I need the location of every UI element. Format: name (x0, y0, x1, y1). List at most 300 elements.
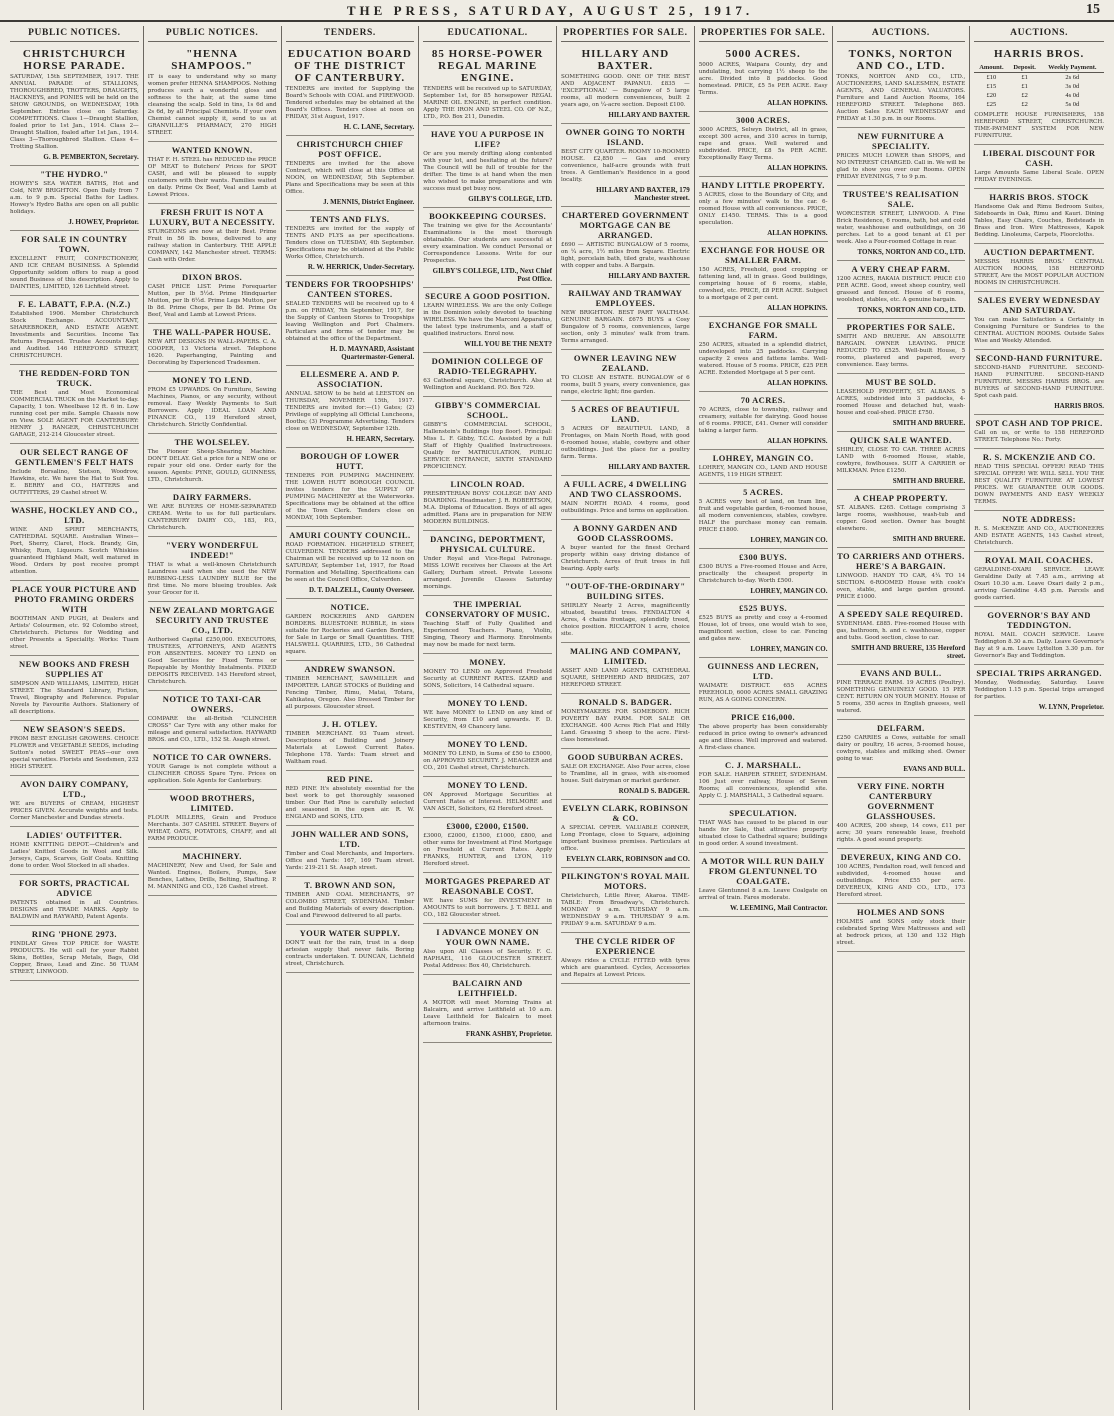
ad-title: TO CARRIERS AND OTHERS. HERE'S A BARGAIN. (837, 551, 965, 571)
advertisement (699, 450, 828, 484)
advertisement (561, 124, 690, 207)
ad-title: 85 HORSE-POWER REGAL MARINE ENGINE. (431, 48, 544, 84)
ad-body-text: R. S. McKENZIE AND CO., AUCTIONEERS AND ESTATE AGENTS, 143 Cashel street, Christchurch. (974, 526, 1104, 546)
ad-body-text: LEARN WIRELESS. We are the only College in the Dominion solely devoted to teaching WIRELESS. We have the Marconi Apparatus, the latest type instruments, and a staff of qualified instructors. Enrol now. (423, 303, 552, 337)
ad-body-text: PATENTS obtained in all Countries. DESIGNS and TRADE MARKS. Apply to BALDWIN and RAYWARD, Patent Agents. (10, 900, 139, 920)
ad-body-text: Timber and Coal Merchants, and Importers. Office and Yards: 167, 169 Tuam street. Yards: 219-211 St. Asaph street. (285, 851, 415, 871)
advertisement (974, 350, 1104, 415)
column-heading: TENDERS. (286, 26, 415, 42)
ad-body-text: TENDERS are invited for the supply of TENTS AND FLYS as per specifications. Tenders close on TUESDAY, 4th September. Specifications may be obtained at the Public Works Office, Christchurch. (285, 226, 415, 260)
advertisement (10, 166, 139, 231)
ad-title: LIBERAL DISCOUNT FOR CASH. (982, 148, 1096, 168)
column-heading: PUBLIC NOTICES. (148, 26, 277, 42)
ad-body-text: WAIMATE DISTRICT. 655 ACRES FREEHOLD, 6000 ACRES SMALL GRAZING RUN, AS A GOING CONCERN. (698, 683, 828, 703)
ad-title: MALING AND COMPANY, LIMITED. (569, 646, 681, 666)
ad-title: OWNER LEAVING NEW ZEALAND. (573, 353, 677, 373)
ad-signature: D. T. DALZELL, County Overseer. (308, 586, 415, 594)
advertisement (699, 484, 828, 549)
ad-signature: GILBY'S COLLEGE, LTD., Next Chief Post Office. (432, 267, 552, 283)
ad-body-text: TENDERS FOR PUMPING MACHINERY. THE LOWER HUTT BOROUGH COUNCIL invites tenders for the SUPPLY OF PUMPING MACHINERY at the Waterworks. Specifications may be obtained at the office of the Town Clerk. Tenders close on MONDAY, 10th September. (285, 473, 415, 521)
advertisement (561, 520, 690, 578)
ad-body-text: BOOTHMAN AND PUGH, at Dealers and Artists' Colourmen, etc. 92 Colombo street, Christchurch. Pictures for Wedding and other Presents a Speciality. Works: Tuam street. (10, 616, 139, 650)
ad-title: EVELYN CLARK, ROBINSON & CO. (562, 803, 689, 823)
ad-body-text: A buyer wanted for the finest Orchard property within easy driving distance of Christchurch. Acres of fruit trees in full bearing. Apply early. (561, 545, 690, 572)
advertisement (423, 531, 552, 596)
ad-title: EXCHANGE FOR SMALL FARM. (708, 320, 818, 340)
advertisement (699, 392, 828, 450)
ad-title: QUICK SALE WANTED. (850, 435, 952, 445)
advertisement (974, 145, 1104, 189)
ad-title: DAIRY FARMERS. (172, 492, 252, 502)
ad-body-text: LEASEHOLD PROPERTY, ST. ALBANS. 5 ACRES, subdivided into 3 paddocks, 4-roomed House and detached hut, wash-house and coal-shed. PRICE £750. (836, 389, 966, 416)
ad-title: 5000 ACRES. (725, 48, 801, 60)
ad-body-text: 63 Cathedral square, Christchurch. Also at Wellington and Auckland. P.O. Box 729. (423, 378, 552, 391)
page-number: 15 (1086, 2, 1100, 17)
ad-body-text: THAT WAS has caused to be placed in our hands for Sale, that attractive property situated close to Cathedral square; buildings in good order. A sound investment. (698, 820, 828, 847)
ad-title: NOTICE. (330, 602, 370, 612)
advertisement (561, 285, 690, 350)
advertisement (837, 45, 966, 128)
advertisement (423, 476, 552, 531)
advertisement (286, 45, 415, 136)
ad-title: A BONNY GARDEN AND GOOD CLASSROOMS. (573, 523, 678, 543)
column-1 (6, 26, 144, 1410)
advertisement (837, 720, 966, 778)
ad-title: TENDERS FOR TROOPSHIPS' CANTEEN STORES. (285, 279, 415, 299)
ad-body-text: A SPECIAL OFFER. VALUABLE CORNER, Long Frontage, close to Square, adjoining important business premises. Particulars at office. (561, 825, 690, 852)
advertisement (10, 231, 139, 296)
ad-signature: J. HOWEY, Proprietor. (68, 218, 139, 226)
ad-title: NEW ZEALAND MORTGAGE SECURITY AND TRUSTEE CO., LTD. (149, 605, 275, 635)
ad-body-text: COMPARE the all-British "CLINCHER CROSS" Car Tyre with any other make for mileage and general satisfaction. HAYWARD BROS. and CO., LTD., 152 St. Asaph street. (147, 716, 277, 743)
ad-body-text: Christchurch, Little River, Akaroa. TIME-TABLE: From Broadway's, Christchurch. MONDAY 9 a.m. TUESDAY 9 a.m. WEDNESDAY 9 a.m. THURSDAY 9 a.m. FRIDAY 9 a.m. SATURDAY 9 a.m. (561, 893, 690, 927)
advertisement (837, 778, 966, 849)
advertisement (699, 242, 828, 317)
advertisement (148, 691, 277, 749)
newspaper-columns (6, 26, 1108, 1410)
ad-title: A FULL ACRE, 4 DWELLING AND TWO CLASSROOMS. (563, 479, 687, 499)
advertisement (286, 925, 415, 973)
advertisement (561, 45, 690, 124)
ad-title: £300 BUYS. (739, 552, 788, 562)
column-3 (282, 26, 420, 1410)
ad-signature: J. MENNIS, District Engineer. (323, 198, 415, 206)
advertisement (286, 716, 415, 771)
ad-title: MONEY. (469, 657, 506, 667)
advertisement (286, 877, 415, 925)
advertisement (423, 397, 552, 476)
ad-body-text: TIMBER MERCHANT, SAWMILLER and IMPORTER. LARGE STOCKS of Building and Fencing Timber, Rimu, Matai, Totara, Kahikatea, Oregon. Also Dressed Timber for all purposes. Gloucester street. (285, 676, 415, 710)
ad-title: PROPERTIES FOR SALE. (846, 322, 956, 332)
ad-body-text: ASSET AND LAND AGENTS, CATHEDRAL SQUARE, SHEPHERD AND BRIDGES, 207 HEREFORD STREET. (561, 668, 690, 688)
ad-body-text: HOLMES and SONS only stock their celebrated Spring Wire Mattresses and sell at bedrock prices, at 130 and 132 High street. (836, 919, 966, 946)
ad-body-text: MACHINERY, New and Used, for Sale and Wanted. Engines, Boilers, Pumps, Saw Benches, Lathes, Drills, Belting, Shafting. P. M. MANNING and CO., 126 Cashel street. (147, 863, 277, 890)
table-row (974, 82, 1104, 91)
advertisement (423, 45, 552, 126)
ad-title: TENTS AND FLYS. (310, 214, 390, 224)
ad-title: LINCOLN ROAD. (450, 479, 525, 489)
ad-title: SALES EVERY WEDNESDAY AND SATURDAY. (977, 295, 1101, 315)
advertisement (699, 112, 828, 177)
ad-signature: ALLAN HOPKINS. (767, 379, 828, 387)
ad-body-text: SECOND-HAND FURNITURE. SECOND-HAND FURNITURE. SECOND-HAND FURNITURE. MESSRS HARRIS BROS. are BUYERS of SECOND-HAND FURNITURE. Spot cash paid. (974, 365, 1104, 399)
ad-signature: H. C. LANE, Secretary. (343, 123, 415, 131)
ad-body-text: £250 CARRIES a Cows, suitable for small dairy or poultry, 16 acres, 5-roomed house, cowbyre, stables and milking shed. Owner going to war. (836, 735, 966, 762)
ad-signature: HILLARY AND BAXTER, 179 Manchester street. (596, 186, 690, 202)
table-cell: £20 (986, 92, 997, 99)
ad-body-text: £3000, £2000, £1500, £1000, £800, and other sums for Investment at First Mortgage on Freehold at Current Rates. Apply FRANKS, HUNTER, and LYON, 119 Hereford street. (423, 833, 552, 867)
ad-body-text: WORCESTER STREET, LINWOOD. A Fine Brick Residence, 6 rooms, bath, hot and cold water, washhouse and outbuildings, on 36 perches. Let to a good tenant at £1 per week. Also a Four-roomed Cottage in rear. (836, 211, 966, 245)
ad-body-text: MAIN NORTH ROAD. 4 rooms, good outbuildings. Price and terms on application. (561, 501, 690, 514)
ad-title: DIXON BROS. (182, 272, 243, 282)
advertisement (423, 288, 552, 353)
ad-title: NEW FURNITURE A SPECIALITY. (857, 131, 945, 151)
advertisement (561, 868, 690, 933)
advertisement (699, 757, 828, 805)
advertisement (423, 818, 552, 873)
ad-body-text: WE are BUYERS of CREAM, HIGHEST PRICES GIVEN. Accurate weights and tests. Corner Manchester and Dundas streets. (10, 801, 139, 821)
advertisement (286, 448, 415, 527)
ad-title: ROYAL MAIL COACHES. (985, 555, 1094, 565)
ad-body-text: ROYAL MAIL COACH SERVICE. Leave Teddington 8.30 a.m. Daily. Leave Governor's Bay at 9 a.m. Leave Lyttelton 3.30 p.m. for Governor's Bay and Teddington. (974, 632, 1104, 659)
ad-body-text: 5 ACRES very best of land, on tram line, fruit and vegetable garden, 6-roomed house, all modern conveniences, stables, cowbyre. HALF the purchase money can remain. PRICE £1800. (698, 499, 828, 533)
ad-body-text: THAT is what a well-known Christchurch Laundress said when she used the NEW RUBBING-LESS LAUNDRY BLUE for the first time. No more blueing troubles. Ask your Grocer for it. (147, 562, 277, 596)
advertisement (561, 578, 690, 643)
ad-body-text: WE ARE BUYERS OF HOME-SEPARATED CREAM. Write to us for full particulars. CANTERBURY DAIRY CO., 183, P.O., Christchurch. (147, 504, 277, 531)
table-cell: £15 (986, 83, 997, 90)
advertisement (423, 208, 552, 288)
ad-body-text: SATURDAY, 15th SEPTEMBER, 1917. THE ANNUAL PARADE of STALLIONS, THOROUGHBRED, TROTTERS, DRAUGHTS, HACKNEYS, and PONIES will be held on the SHOW GROUNDS, on WEDNESDAY, 19th September. Entries close on Saturday. COMPETITIONS. Class 1—Draught Stallion, foaled prior to 1st Jan., 1914. Class 2—Draught Stallion, foaled after 1st Jan., 1914. Class 3—Thoroughbred Stallion. Class 4—Trotting Stallion. (10, 74, 139, 150)
ad-body-text: SOMETHING GOOD. ONE OF THE BEST AND ADJACENT PAPANUI. £835 — 'EXCEPTIONAL' — Bungalow of 5 large rooms, all modern conveniences, built 2 years ago, on ¼-acre section. Deposit £100. (561, 74, 690, 108)
table-cell: 2s 6d (1065, 74, 1080, 81)
ad-title: SECURE A GOOD POSITION. (425, 291, 551, 301)
advertisement (974, 552, 1104, 607)
ad-title: 5 ACRES OF BEAUTIFUL LAND. (571, 404, 680, 424)
ad-body-text: LINWOOD. HANDY TO CAR, 4¼ TO 14 SECTION. 6-ROOMED House with cook's oven, stable, and large garden ground. PRICE £1000. (836, 573, 966, 600)
ad-title: DANCING, DEPORTMENT, PHYSICAL CULTURE. (430, 534, 546, 554)
advertisement (148, 204, 277, 269)
advertisement (561, 694, 690, 749)
ad-signature: HILLARY AND BAXTER. (608, 272, 690, 280)
ad-title: AMURI COUNTY COUNCIL. (289, 530, 411, 540)
ad-title: EVANS AND BULL. (860, 668, 942, 678)
ad-signature: SMITH AND BRUERE. (892, 477, 966, 485)
advertisement (423, 873, 552, 924)
ad-signature: TONKS, NORTON AND CO., LTD. (857, 306, 966, 314)
advertisement (10, 365, 139, 444)
advertisement (148, 790, 277, 848)
ad-body-text: 100 ACRES, Fendalton road, well fenced and subdivided, 4-roomed house and outbuildings. Price £55 per acre. DEVEREUX, KING AND CO., LTD., 173 Hereford street. (836, 864, 966, 898)
ad-title: "OUT-OF-THE-ORDINARY" BUILDING SITES. (565, 581, 686, 601)
ad-title: C. J. MARSHALL. (725, 760, 802, 770)
advertisement (148, 324, 277, 372)
advertisement (974, 449, 1104, 511)
advertisement (10, 296, 139, 365)
ad-body-text: FROM £5 UPWARDS. On Furniture, Sewing Machines, Pianos, or any security, without removal. Easy Weekly Payments to Suit Borrowers. Apply IDEAL LOAN AND FINANCE CO., 119 Hereford street, Christchurch. Strictly Confidential. (147, 387, 277, 428)
advertisement (10, 581, 139, 656)
ad-signature: GILBY'S COLLEGE, LTD. (468, 195, 552, 203)
ad-body-text: Also upon All Classes of Security. F. C. RAPHAEL, 116 GLOUCESTER STREET. Postal Address: Box 40, Christchurch. (423, 949, 552, 969)
ad-body-text: Always rides a CYCLE FITTED with tyres which are guaranteed. Cycles, Accessories and Repairs at Lowest Prices. (561, 958, 690, 978)
table-cell: £2 (1021, 92, 1028, 99)
table-row (974, 100, 1104, 109)
ad-body-text: Large Amounts Same Liberal Scale. OPEN FRIDAY EVENINGS. (974, 170, 1104, 183)
ad-body-text: The training we give for the Accountants' Examinations is the most thorough obtainable. Our students are successful at every examination. We conduct Personal or Correspondence Lessons. Write for our Prospectus. (423, 223, 552, 264)
advertisement (286, 527, 415, 599)
advertisement (423, 736, 552, 777)
ad-title: DELFARM. (877, 723, 925, 733)
ad-title: RAILWAY AND TRAMWAY EMPLOYEES. (568, 288, 683, 308)
ad-title: "VERY WONDERFUL INDEED!" (165, 540, 259, 560)
ad-body-text: The above property has been considerably reduced in price owing to owner's advanced age and illness. Well improved and watered. A first-class chance. (698, 724, 828, 751)
column-heading: AUCTIONS. (837, 26, 966, 42)
ad-body-text: RED PINE It's absolutely essential for the best work to get thoroughly seasoned timber. Our Red Pine is carefully selected and seasoned in the open air. R. W. ENGLAND and SONS, LTD. (285, 786, 415, 820)
ad-title: RONALD S. BADGER. (578, 697, 672, 707)
ad-body-text: MONEY TO LEND on Approved Freehold Security at CURRENT RATES. IZARD and SONS, Solicitors, 14 Cathedral square. (423, 669, 552, 689)
advertisement (148, 537, 277, 602)
advertisement (974, 45, 1104, 145)
ad-title: "THE HYDRO." (40, 169, 109, 179)
ad-title: PLACE YOUR PICTURE AND PHOTO FRAMING ORDERS WITH (11, 584, 137, 614)
ad-title: 70 ACRES. (740, 395, 786, 405)
advertisement (561, 476, 690, 520)
ad-body-text: TO CLOSE AN ESTATE. BUNGALOW of 6 rooms, built 5 years, every convenience, gas range, electric light; fine garden. (561, 375, 690, 395)
ad-title: NOTICE TO TAXI-CAR OWNERS. (162, 694, 262, 714)
ad-body-text: 70 ACRES, close to township, railway and creamery, suitable for dairying. Good house of 6 rooms. PRICE, £41. Owner will consider taking a larger farm. (698, 407, 828, 434)
ad-title: AVON DAIRY COMPANY, LTD., (20, 779, 129, 799)
ad-title: EXCHANGE FOR HOUSE OR SMALLER FARM. (700, 245, 826, 265)
ad-signature: W. LYNN, Proprietor. (1038, 703, 1104, 711)
advertisement (837, 374, 966, 432)
advertisement (10, 502, 139, 581)
ad-title: ELLESMERE A. AND P. ASSOCIATION. (300, 369, 400, 389)
advertisement (148, 434, 277, 489)
ad-signature: H. HEARN, Secretary. (346, 435, 415, 443)
ad-body-text: 5 ACRES OF BEAUTIFUL LAND, 8 Frontages, on Main North Road, with good 6-roomed house, stable, cowbyre and other outbuildings. Just the place for a poultry farm. Terms. (561, 426, 690, 460)
ad-title: FOR SALE IN COUNTRY TOWN. (21, 234, 128, 254)
ad-body-text: Teaching Staff of Fully Qualified and Experienced Teachers. Piano, Violin, Singing, Theory and Harmony. Enrolments may now be made for next term. (423, 621, 552, 648)
ad-body-text: FLOUR MILLERS, Grain and Produce Merchants. 307 CASHEL STREET. Buyers of WHEAT, OATS, POTATOES, CHAFF, and all FARM PRODUCE. (147, 815, 277, 842)
ad-title: HANDY LITTLE PROPERTY. (701, 180, 825, 190)
ad-title: JOHN WALLER AND SONS, LTD. (291, 829, 409, 849)
advertisement (837, 128, 966, 186)
advertisement (10, 875, 139, 926)
advertisement (561, 401, 690, 476)
advertisement (148, 142, 277, 204)
ad-body-text: FROM BEST ENGLISH GROWERS. CHOICE FLOWER and VEGETABLE SEEDS, including Sutton's noted SWEET PEAS—our own special varieties. Florists and Seedsmen, 232 HIGH STREET. (10, 736, 139, 770)
ad-title: TONKS, NORTON AND CO., LTD. (848, 48, 954, 72)
ad-title: MONEY TO LEND. (447, 698, 528, 708)
ad-title: A MOTOR WILL RUN DAILY FROM GLENTUNNEL TO COALGATE. (701, 856, 825, 886)
advertisement (423, 126, 552, 208)
ad-title: LADIES' OUTFITTER. (26, 830, 123, 840)
ad-title: £525 BUYS. (739, 603, 788, 613)
advertisement (10, 721, 139, 776)
ad-signature: FRANK ASHBY, Proprietor. (465, 1030, 552, 1038)
advertisement (699, 177, 828, 242)
advertisement (148, 848, 277, 896)
ad-signature: HARRIS BROS. (1054, 402, 1104, 410)
advertisement (423, 596, 552, 654)
ad-body-text: NEW BRIGHTON. BEST PART WALTHAM. GENUINE BARGAIN. £675 BUYS a Cosy Bungalow of 5 rooms, conveniences, large section, only 3 minutes' walk from tram. Terms arranged. (561, 310, 690, 344)
ad-title: NEW BOOKS AND FRESH SUPPLIES AT (19, 659, 130, 679)
ad-body-text: LOHREY, MANGIN CO., LAND AND HOUSE AGENTS, 119 HIGH STREET. (698, 465, 828, 478)
ad-title: RED PINE. (326, 774, 373, 784)
advertisement (10, 656, 139, 721)
table-cell: £1 (1021, 83, 1028, 90)
ad-title: HARRIS BROS. STOCK (989, 192, 1089, 202)
ad-title: SPOT CASH AND TOP PRICE. (975, 418, 1103, 428)
ad-body-text: Authorised Capital £250,000. EXECUTORS, TRUSTEES, ATTORNEYS, AND AGENTS FOR ABSENTEES. MONEY TO LEND on Good Securities for Fixed Terms or Repayable by Monthly Instalments. FIXED DEPOSITS RECEIVED. 143 Hereford street, Christchurch. (147, 637, 277, 685)
ad-title: 3000 ACRES. (736, 115, 791, 125)
ad-signature: ALLAN HOPKINS. (767, 437, 828, 445)
ad-body-text: 250 ACRES, situated in a splendid district, undeveloped into 25 paddocks. Carrying capacity 2 ewes and fattens lambs. Well-watered. House of 5 rooms. PRICE, £25 PER ACRE. Extended Mortgage at 5 per cent. (698, 342, 828, 376)
ad-title: HARRIS BROS. (994, 48, 1085, 60)
column-heading: PUBLIC NOTICES. (10, 26, 139, 42)
ad-title: MACHINERY. (182, 851, 242, 861)
advertisement (974, 607, 1104, 665)
advertisement (837, 849, 966, 904)
ad-body-text: NEW ART DESIGNS IN WALL-PAPERS. C. A. COOPER, 13 Victoria street. Telephone 1620. Paperhanging, Painting and Decorating by Experienced Tradesmen. (147, 339, 277, 366)
advertisement (837, 319, 966, 374)
advertisement (10, 776, 139, 827)
advertisement (837, 490, 966, 548)
ad-signature: R. W. HERRICK, Under-Secretary. (307, 263, 415, 271)
table-cell: 4s 0d (1065, 92, 1080, 99)
ad-body-text: SYDENHAM. £885. Five-roomed House with gas, bathroom, h. and c. washhouse, copper and tubs. Good section, close to car. (836, 621, 966, 641)
table-cell: £25 (986, 101, 997, 108)
advertisement (699, 549, 828, 600)
ad-body-text: Leave Glentunnel 8 a.m. Leave Coalgate on arrival of train. Fares moderate. (698, 888, 828, 901)
ad-body-text: FOR SALE. HARPER STREET, SYDENHAM. 106 Just over railway, House of Seven Rooms; all conveniences, splendid site. Apply C. J. MARSHALL, 3 Cathedral square. (698, 772, 828, 799)
table-header: Deposit. (1009, 63, 1041, 73)
ad-body-text: TIMBER AND COAL MERCHANTS, 97 COLOMBO STREET, SYDENHAM. Timber and Building Materials of every description. Coal and Firewood delivered to all parts. (285, 892, 415, 919)
ad-body-text: WE have SUMS for INVESTMENT in AMOUNTS to suit borrowers. J. T. BELL and CO., 182 Gloucester street. (423, 898, 552, 918)
ad-title: WOOD BROTHERS, LIMITED. (169, 793, 255, 813)
advertisement (837, 548, 966, 606)
advertisement (286, 366, 415, 448)
ad-title: GOOD SUBURBAN ACRES. (567, 752, 684, 762)
advertisement (10, 45, 139, 166)
ad-title: BALCAIRN AND LEITHFIELD. (452, 978, 523, 998)
ad-title: ANDREW SWANSON. (304, 664, 396, 674)
ad-title: NOTE ADDRESS: (1002, 514, 1076, 524)
ad-title: VERY FINE. NORTH CANTERBURY GOVERNMENT GLASSHOUSES. (857, 781, 945, 821)
ad-signature: H. D. MAYNARD, Assistant Quartermaster-General. (330, 345, 415, 361)
advertisement (423, 654, 552, 695)
ad-title: CHRISTCHURCH CHIEF POST OFFICE. (296, 139, 404, 159)
advertisement (423, 777, 552, 818)
ad-body-text: EXCELLENT FRUIT, CONFECTIONERY, AND ICE CREAM BUSINESS. A Splendid Opportunity seldom offers to reap a good sound Business of this description. Apply to DAINTIES, LIMITED, 126 Lichfield street. (10, 256, 139, 290)
ad-title: AUCTION DEPARTMENT. (983, 247, 1095, 257)
ad-title: "HENNA SHAMPOOS." (171, 48, 254, 72)
ad-title: OUR SELECT RANGE OF GENTLEMEN'S FELT HATS (14, 447, 134, 467)
ad-body-text: SMITH AND BRUERE. AN ABSOLUTE BARGAIN. OWNER LEAVING. PRICE REDUCED TO £525. Well-built House, 5 rooms, plastered and papered, every convenience. Easy terms. (836, 334, 966, 368)
ad-body-text: YOUR Garage is not complete without a CLINCHER CROSS Spare Tyre. Prices on application. Sole Agents for Canterbury. (147, 764, 277, 784)
ad-signature: WILL YOU BE THE NEXT? (464, 340, 552, 348)
ad-body-text: STURGEONS are now at their Best. Prime Fruit in 56 lb. boxes, delivered to any railway station in Canterbury. THE APPLE COMPANY, 142 Manchester street. TERMS: Cash with Order. (147, 229, 277, 263)
ad-title: A CHEAP PROPERTY. (853, 493, 948, 503)
ad-signature: EVANS AND BULL. (903, 765, 966, 773)
advertisement (148, 489, 277, 537)
ad-signature: LOHREY, MANGIN CO. (750, 536, 828, 544)
ad-title: THE CYCLE RIDER OF EXPERIENCE (575, 936, 676, 956)
ad-body-text: MONEYMAKERS FOR SOMEBODY. RICH POVERTY BAY FARM. FOR SALE OR EXCHANGE. 400 Acres Rich Flat and Hilly Land. Grassing 5 sheep to the acre. First-class homestead. (561, 709, 690, 743)
ad-body-text: ANNUAL SHOW to be held at LEESTON on THURSDAY, NOVEMBER 15th, 1917. TENDERS are invited for:—(1) Gates; (2) Privilege of supplying all Official Luncheons, Booths; (3) Programme Advertising. Tenders close on WEDNESDAY, September 12th. (285, 391, 415, 432)
ad-body-text: Monday, Wednesday, Saturday. Leave Teddington 1.15 p.m. Special trips arranged for parties. (974, 680, 1104, 700)
advertisement (699, 45, 828, 112)
column-2 (144, 26, 282, 1410)
ad-title: I ADVANCE MONEY ON YOUR OWN NAME. (436, 927, 540, 947)
advertisement (837, 261, 966, 319)
ad-title: LOHREY, MANGIN CO. (712, 453, 814, 463)
ad-body-text: TENDERS are invited for Supplying the Board's Schools with COAL and FIREWOOD. Tendered schedules may be obtained at the Board's Offices. Tenders close at noon on FRIDAY, 31st August, 1917. (285, 86, 415, 120)
ad-title: R. S. MCKENZIE AND CO. (982, 452, 1096, 462)
advertisement (837, 665, 966, 720)
ad-signature: RONALD S. BADGER. (618, 787, 690, 795)
ad-title: EDUCATION BOARD OF THE DISTRICT OF CANTERBURY. (287, 48, 412, 84)
ad-body-text: GARDEN ROCKERIES AND GARDEN BORDERS. BLUESTONE RUBBLE, in sizes suitable for Rockeries and Garden Borders, for Sale in Large or Small Quantities. THE HALSWELL QUARRIES, LTD., 56 Cathedral square. (285, 614, 415, 655)
column-heading: PROPERTIES FOR SALE. (699, 26, 828, 42)
table-cell: 5s 0d (1065, 101, 1080, 108)
ad-title: FOR SORTS, PRACTICAL ADVICE (19, 878, 130, 898)
advertisement (148, 269, 277, 324)
ad-body-text: TENDERS will be received up to SATURDAY, September 1st, for 85 horsepower REGAL MARINE OIL ENGINE, in perfect condition. Apply THE IRON AND STEEL CO. OF N.Z., LTD., P.O. Box 211, Dunedin. (423, 86, 552, 120)
ad-body-text: Established 1906. Member Christchurch Stock Exchange. ACCOUNTANT, SHAREBROKER, AND ESTATE AGENT. Investments and Securities. Income Tax Returns Prepared. Trustee Accounts Kept and Audited. 146 HEREFORD STREET, CHRISTCHURCH. (10, 311, 139, 359)
advertisement (974, 665, 1104, 716)
ad-title: THE WOLSELEY. (174, 437, 250, 447)
advertisement (699, 853, 828, 917)
ad-body-text: WINE AND SPIRIT MERCHANTS, CATHEDRAL SQUARE. Australian Wines—Port, Sherry, Claret, Hock. Brandy, Gin, Whisky, Rum, Liqueurs. Scotch Whiskies guaranteed Highland Malt, well matured in Wood. Orders by post receive prompt attention. (10, 527, 139, 575)
advertisement (837, 186, 966, 261)
ad-title: WANTED KNOWN. (171, 145, 253, 155)
ad-body-text: £690 — ARTISTIC BUNGALOW of 5 rooms, on ¼ acre, 1½ miles from Square. Electric light, porcelain bath, tiled grate, washhouse with copper and tubs. A Bargain. (561, 242, 690, 269)
ad-title: T. BROWN AND SON, (304, 880, 396, 890)
advertisement (974, 189, 1104, 244)
ad-body-text: Under Royal and Vice-Regal Patronage. MISS LOWE receives her Classes at the Art Gallery, Durham street. Private Lessons arranged. Juvenile Classes Saturday mornings. (423, 556, 552, 590)
ad-signature: SMITH AND BRUERE. (892, 419, 966, 427)
ad-body-text: IT is easy to understand why so many women prefer HENNA SHAMPOOS. Nothing produces such a wonderful gloss and softness to the hair, at the same time cleansing the scalp. Sold in tins, 1s 6d and 2s 6d, by all Principal Chemists. If your own Chemist cannot supply it, send to us at GRANVILLE'S PHARMACY, 270 HIGH STREET. (147, 74, 277, 136)
advertisement (561, 207, 690, 285)
time-payment-table (974, 63, 1104, 109)
ad-body-text: THAT F. H. STEEL has REDUCED the PRICE OF MEAT to Butchers' Prices for SPOT CASH, and will be pleased to supply customers with their wants. Families waited on daily. Prime Ox Beef, Veal and Lamb at Lowest Prices. (147, 157, 277, 198)
ad-body-text: READ THIS SPECIAL OFFER! READ THIS SPECIAL OFFER! WE WILL SELL YOU THE BEST QUALITY FURNITURE AT LOWEST PRICES. WE GUARANTEE OUR GOODS. DOWN PAYMENTS AND EASY WEEKLY TERMS. (974, 464, 1104, 505)
advertisement (974, 244, 1104, 292)
ad-body-text: PRESBYTERIAN BOYS' COLLEGE DAY AND BOARDING. Headmaster: J. R. ROBERTSON, M.A. Diploma of Education. Boys of all ages admitted. Plans are in preparation for NEW MODERN BUILDINGS. (423, 491, 552, 525)
table-row (974, 73, 1104, 83)
ad-body-text: SALE OR EXCHANGE. Also Four acres, close to Tramline, all in grass, with six-roomed house. Suit dairyman or market gardener. (561, 764, 690, 784)
ad-body-text: CASH PRICE LIST. Prime Forequarter Mutton, per lb 5½d. Prime Hindquarter Mutton, per lb 6½d. Prime Legs Mutton, per lb 8d. Prime Chops, per lb 8d. Prime Ox Beef, Veal and Lamb at Lowest Prices. (147, 284, 277, 318)
ad-title: GIBBY'S COMMERCIAL SCHOOL. (434, 400, 541, 420)
ad-title: J. H. OTLEY. (322, 719, 378, 729)
advertisement (423, 353, 552, 397)
ad-signature: HILLARY AND BAXTER. (608, 463, 690, 471)
ad-title: HAVE YOU A PURPOSE IN LIFE? (430, 129, 545, 149)
ad-title: SECOND-HAND FURNITURE. (975, 353, 1103, 363)
advertisement (974, 292, 1104, 350)
ad-title: A VERY CHEAP FARM. (851, 264, 951, 274)
advertisement (423, 975, 552, 1043)
table-row (974, 91, 1104, 100)
advertisement (286, 276, 415, 366)
ad-title: GUINNESS AND LECREN, LTD. (707, 661, 819, 681)
advertisement (148, 372, 277, 434)
ad-title: PILKINGTON'S ROYAL MAIL MOTORS. (561, 871, 690, 891)
ad-body-text: MESSRS HARRIS BROS.' CENTRAL AUCTION ROOMS, 158 HEREFORD STREET, Are the MOST POPULAR AUCTION ROOMS IN CHRISTCHURCH. (974, 259, 1104, 286)
ad-body-text: THE Best and Most Economical COMMERCIAL TRUCK on the Market to-day. Capacity, 1 ton. Wheelbase 12 ft. 6 in. Low running cost per mile. Sample Chassis now on View. SOLE AGENT FOR CANTERBURY: HENRY J. RANGER, CHRISTCHURCH GARAGE, 212-214 Gloucester street. (10, 390, 139, 438)
ad-body-text: 3000 ACRES, Selwyn District, all in grass, except 300 acres, and 310 acres in turnip, rape and grass. Well watered and subdivided. PRICE, £8 5s PER ACRE. Exceptionally Easy Terms. (698, 127, 828, 161)
advertisement (148, 602, 277, 691)
